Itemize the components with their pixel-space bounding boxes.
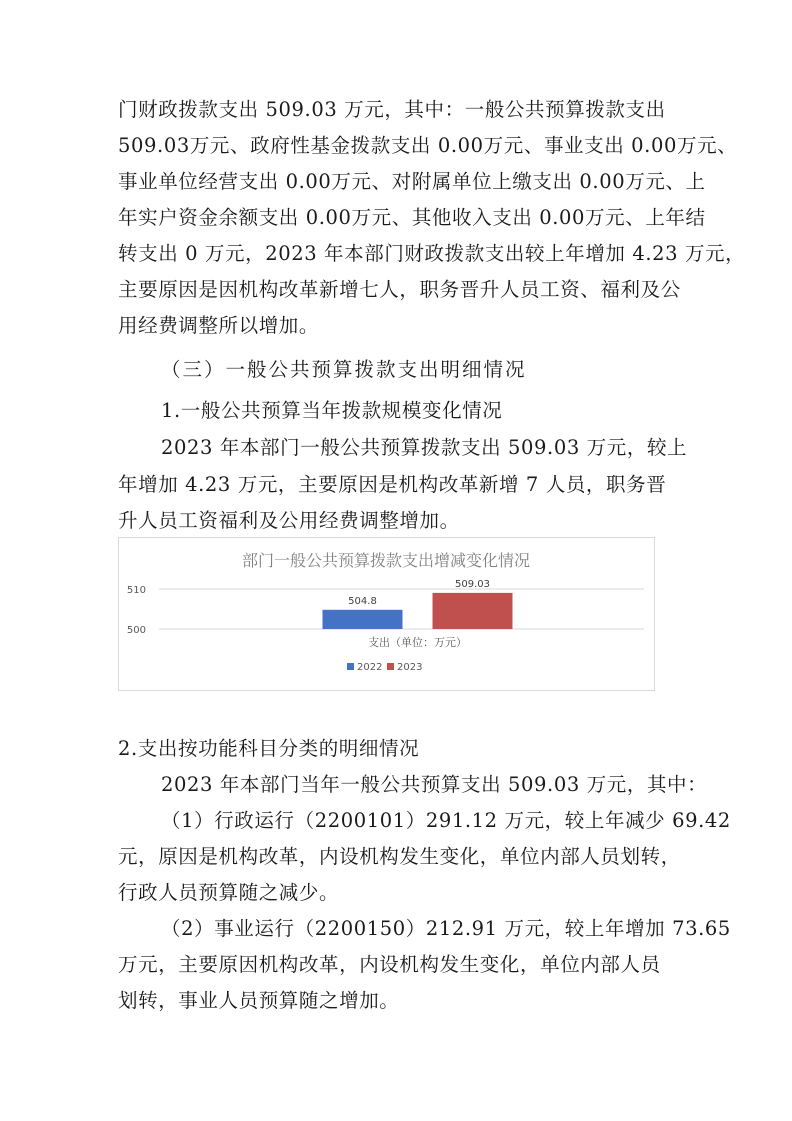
paragraph-line: 门财政拨款支出 509.03 万元，其中：一般公共预算拨款支出 [118,98,666,121]
chart-canvas [119,538,654,690]
paragraph-line: 用经费调整所以增加。 [118,314,320,337]
paragraph-line: 元，原因是机构改革，内设机构发生变化，单位内部人员划转， [118,845,681,868]
data-label: 504.8 [348,595,377,607]
subsection-heading: 1.一般公共预算当年拨款规模变化情况 [161,399,503,422]
bar-2022 [323,610,403,629]
paragraph-line: 2023 年本部门当年一般公共预算支出 509.03 万元，其中： [161,773,708,796]
section-heading: （三）一般公共预算拨款支出明细情况 [161,358,527,381]
data-label: 509.03 [455,578,490,590]
y-tick-label: 510 [126,585,146,596]
paragraph-line: （1）行政运行（2200101）291.12 万元，较上年减少 69.42 [161,809,731,832]
paragraph-line: 转支出 0 万元，2023 年本部门财政拨款支出较上年增加 4.23 万元， [118,242,746,265]
budget-change-chart [118,537,655,691]
subsection-heading: 2.支出按功能科目分类的明细情况 [118,737,420,760]
paragraph-line: 年增加 4.23 万元，主要原因是机构改革新增 7 人员，职务晋 [118,473,667,496]
bar-2023 [433,593,513,629]
legend-swatch-2022 [347,663,354,670]
paragraph-line: 年实户资金余额支出 0.00万元、其他收入支出 0.00万元、上年结 [118,206,706,229]
paragraph-line: 划转，事业人员预算随之增加。 [118,989,400,1012]
paragraph-line: 行政人员预算随之减少。 [118,881,340,904]
paragraph-line: 主要原因是因机构改革新增七人，职务晋升人员工资、福利及公 [118,278,681,301]
legend-label: 2022 [357,662,383,673]
paragraph-line: 万元，主要原因机构改革，内设机构发生变化，单位内部人员 [118,953,661,976]
paragraph-line: 2023 年本部门一般公共预算拨款支出 509.03 万元，较上 [161,436,688,459]
paragraph-line: 509.03万元、政府性基金拨款支出 0.00万元、事业支出 0.00万元、 [118,134,738,157]
legend-label: 2023 [397,662,423,673]
y-tick-label: 500 [126,625,146,636]
chart-title: 部门一般公共预算拨款支出增减变化情况 [241,551,531,570]
legend-swatch-2023 [387,663,394,670]
x-axis-label: 支出（单位：万元） [368,636,467,649]
paragraph-line: 事业单位经营支出 0.00万元、对附属单位上缴支出 0.00万元、上 [118,170,706,193]
paragraph-line: 升人员工资福利及公用经费调整增加。 [118,509,460,532]
paragraph-line: （2）事业运行（2200150）212.91 万元，较上年增加 73.65 [161,917,731,940]
